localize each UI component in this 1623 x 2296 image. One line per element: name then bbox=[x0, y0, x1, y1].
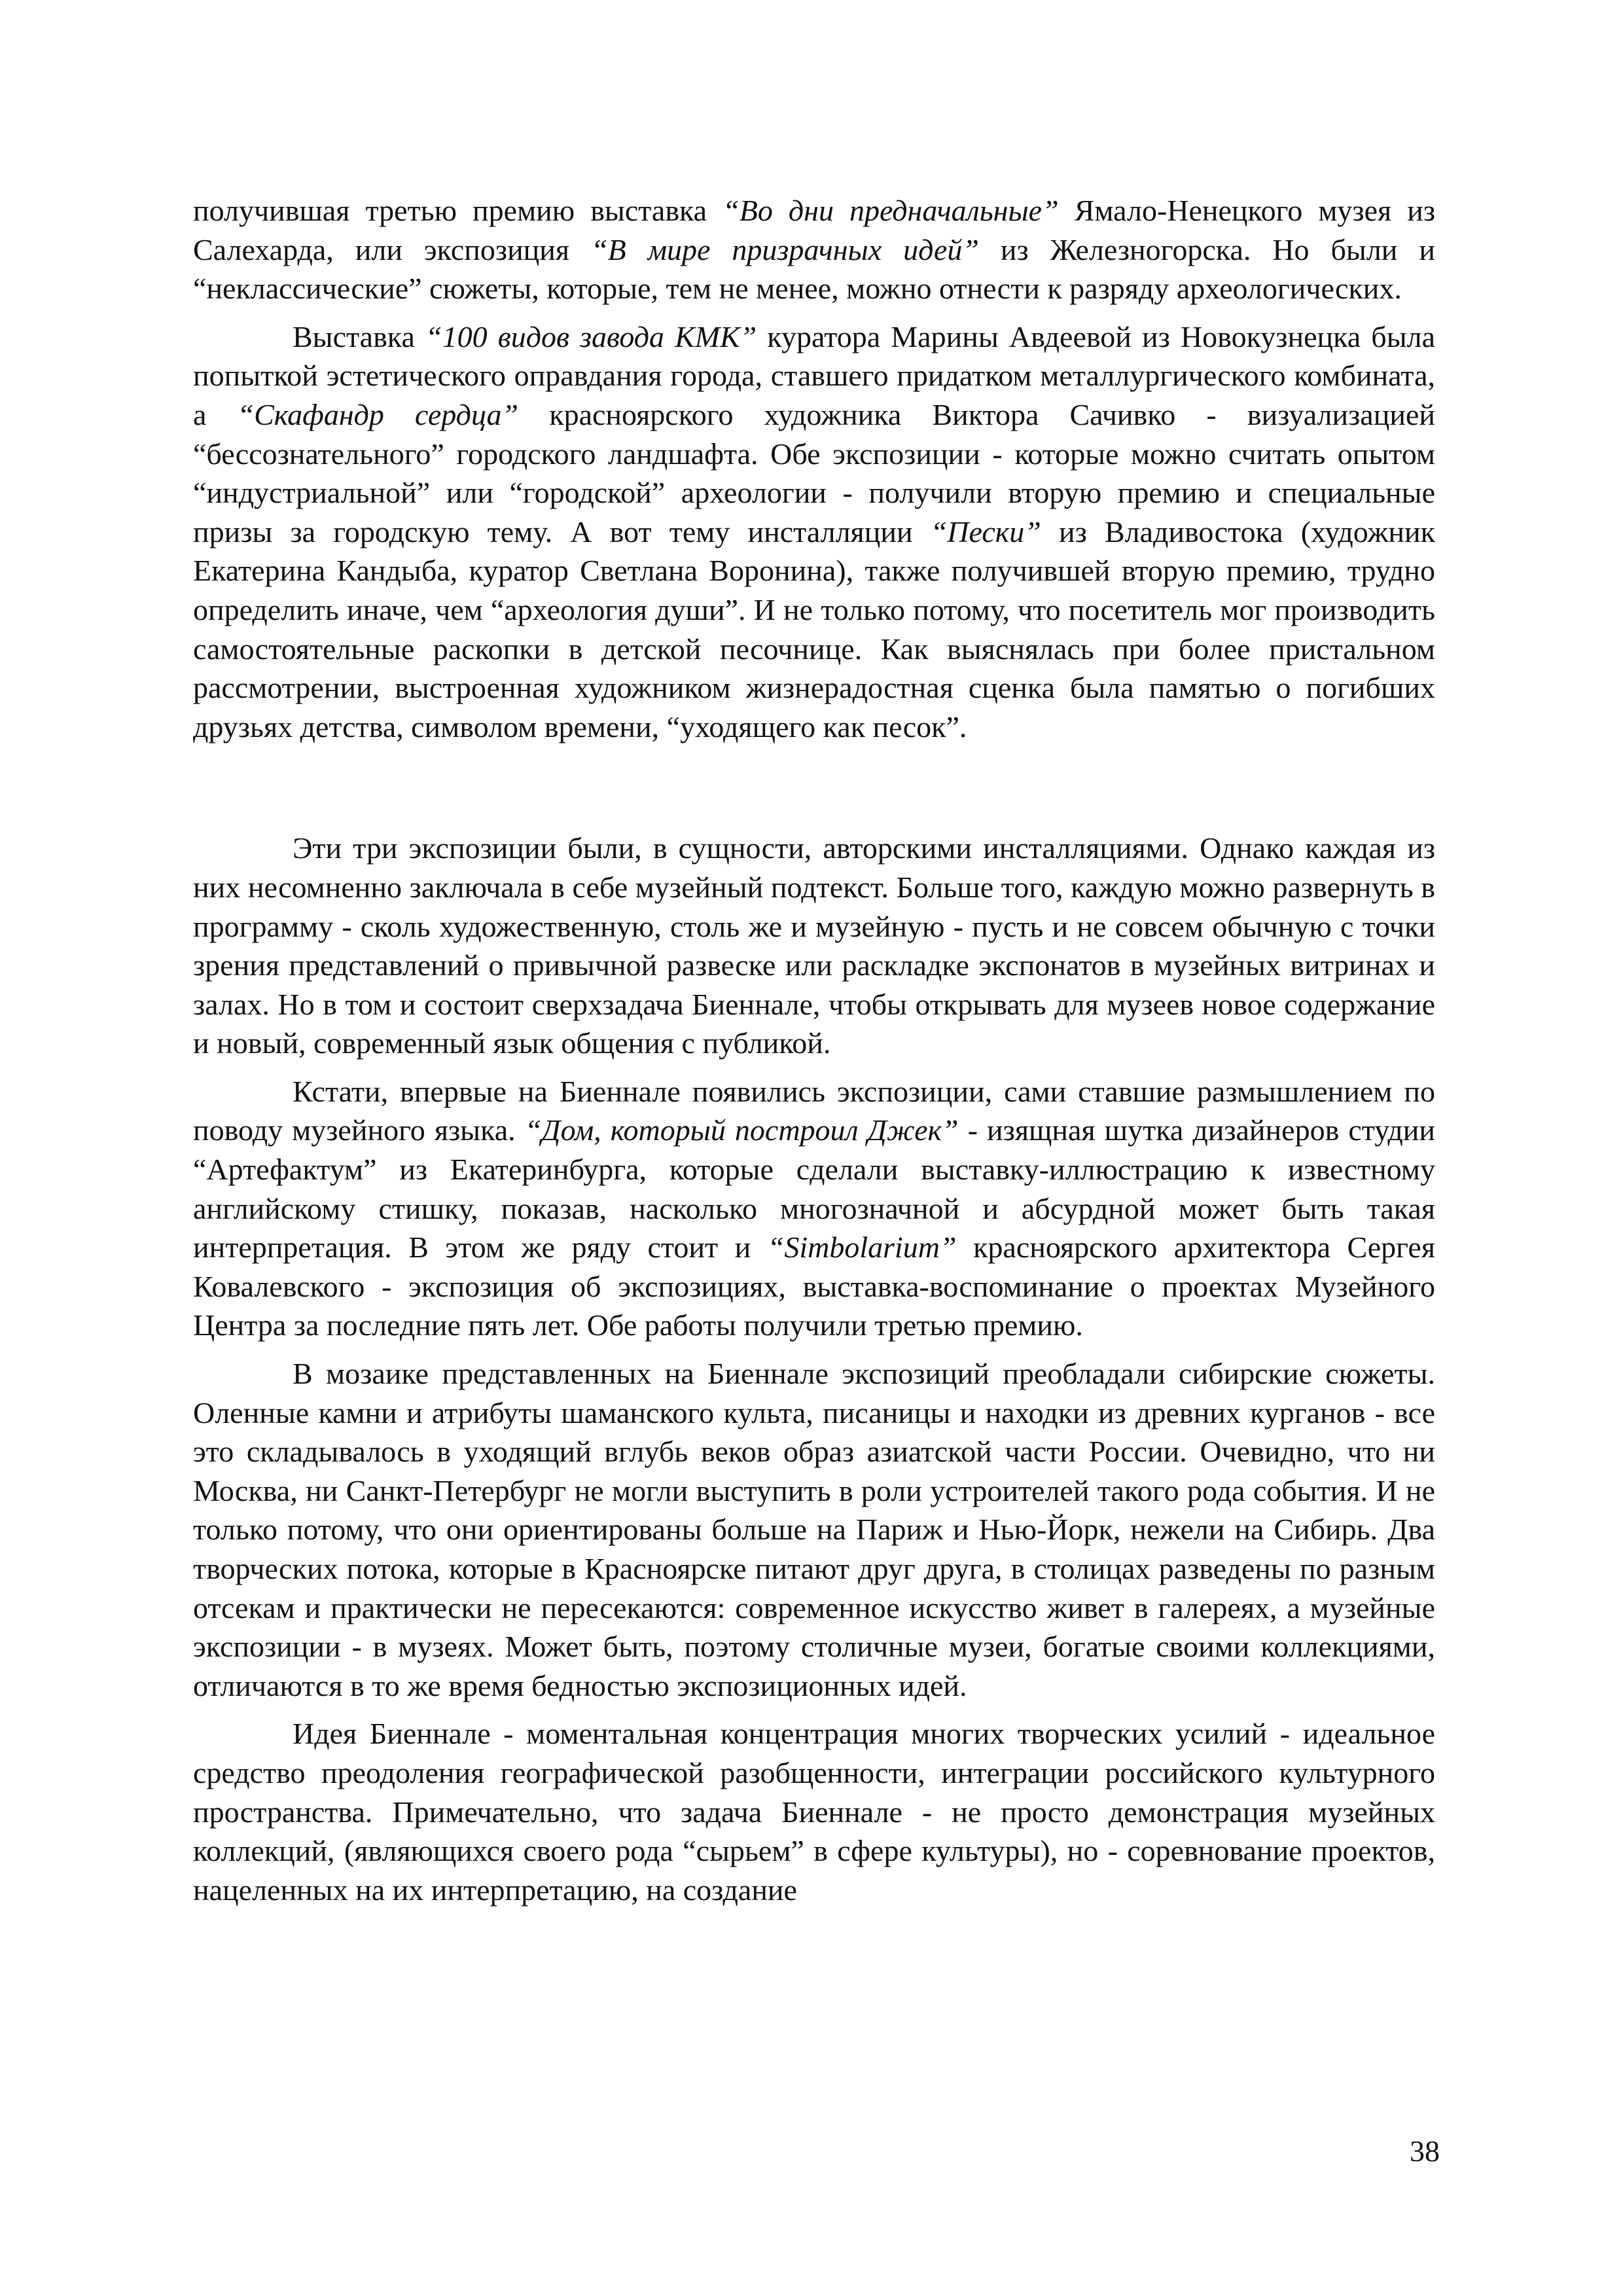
paragraph-1 bbox=[193, 191, 1435, 308]
p4-exhibition-title-1: “Дом, который построил Джек” bbox=[524, 1113, 959, 1147]
p2-exhibition-title-1: “100 видов завода КМК” bbox=[425, 319, 757, 353]
p2-text-a: Выставка bbox=[293, 319, 426, 353]
paragraph-3: Эти три экспозиции были, в сущности, авторскими инсталляциями. Однако каждая из них несомненно заключала в себе музейный подтекст. Больше того, каждую можно развернуть в программу - сколь художественную, столь же и музейную - пусть и не совсем обычную с точки зрения представлений о привычной развеске или раскладке экспонатов в музейных витринах и залах. Но в том и состоит сверхзадача Биеннале, чтобы открывать для музеев новое содержание и новый, современный язык общения с публикой. bbox=[193, 831, 1435, 1060]
p4-exhibition-title-2: “Simbolarium” bbox=[767, 1230, 957, 1265]
p1-exhibition-title-1: “Во дни предначальные” bbox=[722, 194, 1059, 227]
paragraph-5: В мозаике представленных на Биеннале экспозиций преобладали сибирские сюжеты. Оленные камни и атрибуты шаманского культа, писаницы и находки из древних курганов - все это складывалось в уходящий вглубь веков образ азиатской части России. Очевидно, что ни Москва, ни Санкт-Петербург не могли выступить в роли устроителей такого рода события. И не только потому, что они ориентированы больше на Париж и Нью-Йорк, нежели на Сибирь. Два творческих потока, которые в Красноярске питают друг друга, в столицах разведены по разным отсекам и практически не пересекаются: современное искусство живет в галереях, а музейные экспозиции - в музеях. Может быть, поэтому столичные музеи, богатые своими коллекциями, отличаются в то же время бедностью экспозиционных идей. bbox=[193, 1357, 1435, 1702]
p1-exhibition-title-2: “В мире призрачных идей” bbox=[591, 232, 979, 266]
p1-text-a: получившая третью премию выставка bbox=[193, 194, 723, 227]
p2-exhibition-title-3: “Пески” bbox=[930, 514, 1041, 548]
body-text bbox=[193, 191, 1435, 1909]
paragraph-4 bbox=[193, 1072, 1435, 1345]
p2-exhibition-title-2: “Скафандр сердца” bbox=[237, 397, 519, 431]
paragraph-6: Идея Биеннале - моментальная концентрация многих творческих усилий - идеальное средство преодоления географической разобщенности, интеграции российского культурного пространства. Примечательно, что задача Биеннале - не просто демонстрация музейных коллекций, (являющихся своего рода “сырьем” в сфере культуры), но - соревнование проектов, нацеленных на их интерпретацию, на создание bbox=[193, 1717, 1435, 1907]
p4-text-a: Кстати, впервые на Биеннале появились экспозиции, сами ставшие размышлением по поводу музейного языка. bbox=[193, 1074, 1435, 1147]
p1-text-e: из Железногорска. Но были и “неклассические” сюжеты, которые, тем не менее, можно отнести к разряду археологических. bbox=[193, 232, 1435, 306]
p2-text-c: куратора Марины Авдеевой из Новокузнецка была попыткой эстетического оправдания города, ставшего придатком металлургического комбината, а bbox=[193, 319, 1435, 431]
p4-text-c: - изящная шутка дизайнеров студии “Артефактум” из Екатеринбурга, которые сделали выставку-иллюстрацию к известному английскому стишку, показав, насколько многозначной и абсурдной может быть такая интерпретация. В этом же ряду стоит и bbox=[193, 1113, 1436, 1265]
p2-text-e: красноярского художника Виктора Сачивко - визуализацией “бессознательного” городского ландшафта. Обе экспозиции - которые можно считать опытом “индустриальной” или “городской” археологии - получили вторую премию и специальные призы за городскую тему. А вот тему инсталляции bbox=[193, 397, 1435, 548]
paragraph-2 bbox=[193, 317, 1435, 747]
p1-text-c: Ямало-Ненецкого музея из Салехарда, или экспозиция bbox=[193, 194, 1435, 266]
page-number: 38 bbox=[1410, 2134, 1440, 2168]
p2-text-g: из Владивостока (художник Екатерина Кандыба, куратор Светлана Воронина), также получившей вторую премию, трудно определить иначе, чем “археология души”. И не только потому, что посетитель мог производить самостоятельные раскопки в детской песочнице. Как выяснялась при более пристальном рассмотрении, выстроенная художником жизнерадостная сценка была памятью о погибших друзьях детства, символом времени, “уходящего как песок”. bbox=[193, 514, 1435, 744]
p4-text-e: красноярского архитектора Сергея Ковалевского - экспозиция об экспозициях, выставка-воспоминание о проектах Музейного Центра за последние пять лет. Обе работы получили третью премию. bbox=[193, 1230, 1435, 1342]
